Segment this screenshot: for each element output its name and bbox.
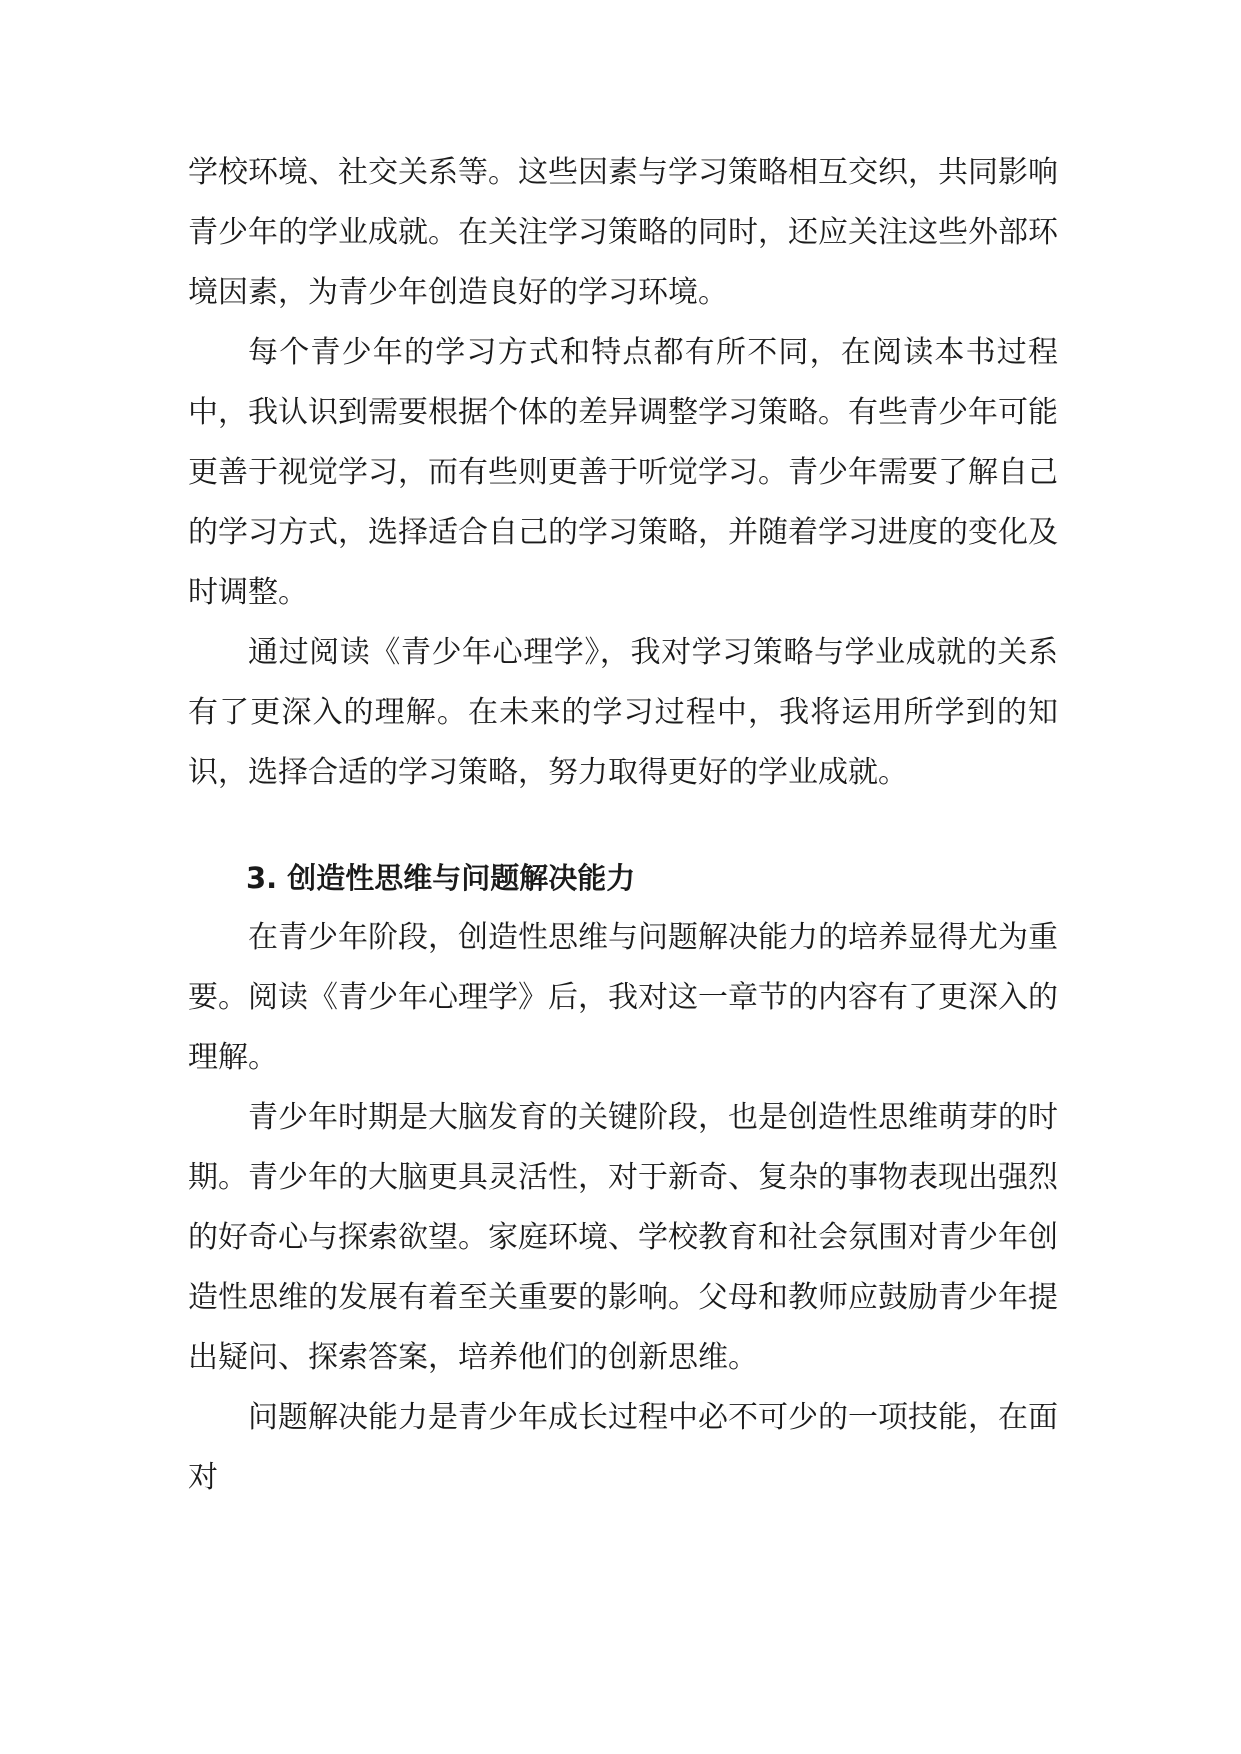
paragraph: 通过阅读《青少年心理学》，我对学习策略与学业成就的关系有了更深入的理解。在未来的学习过程中，我将运用所学到的知识，选择合适的学习策略，努力取得更好的学业成就。 [188, 635, 1058, 790]
paragraph: 青少年时期是大脑发育的关键阶段，也是创造性思维萌芽的时期。青少年的大脑更具灵活性，对于新奇、复杂的事物表现出强烈的好奇心与探索欲望。家庭环境、学校教育和社会氛围对青少年创造性思维的发展有着至关重要的影响。父母和教师应鼓励青少年提出疑问、探索答案，培养他们的创新思维。 [188, 1100, 1058, 1375]
paragraph: 学校环境、社交关系等。这些因素与学习策略相互交织，共同影响青少年的学业成就。在关注学习策略的同时，还应关注这些外部环境因素，为青少年创造良好的学习环境。 [188, 155, 1058, 310]
paragraph: 每个青少年的学习方式和特点都有所不同，在阅读本书过程中，我认识到需要根据个体的差异调整学习策略。有些青少年可能更善于视觉学习，而有些则更善于听觉学习。青少年需要了解自己的学习方式，选择适合自己的学习策略，并随着学习进度的变化及时调整。 [188, 335, 1058, 610]
document-page [188, 143, 1058, 1508]
paragraph: 在青少年阶段，创造性思维与问题解决能力的培养显得尤为重要。阅读《青少年心理学》后，我对这一章节的内容有了更深入的理解。 [188, 920, 1058, 1075]
paragraph: 问题解决能力是青少年成长过程中必不可少的一项技能，在面对 [188, 1400, 1058, 1495]
section-heading: 3. 创造性思维与问题解决能力 [246, 861, 636, 895]
